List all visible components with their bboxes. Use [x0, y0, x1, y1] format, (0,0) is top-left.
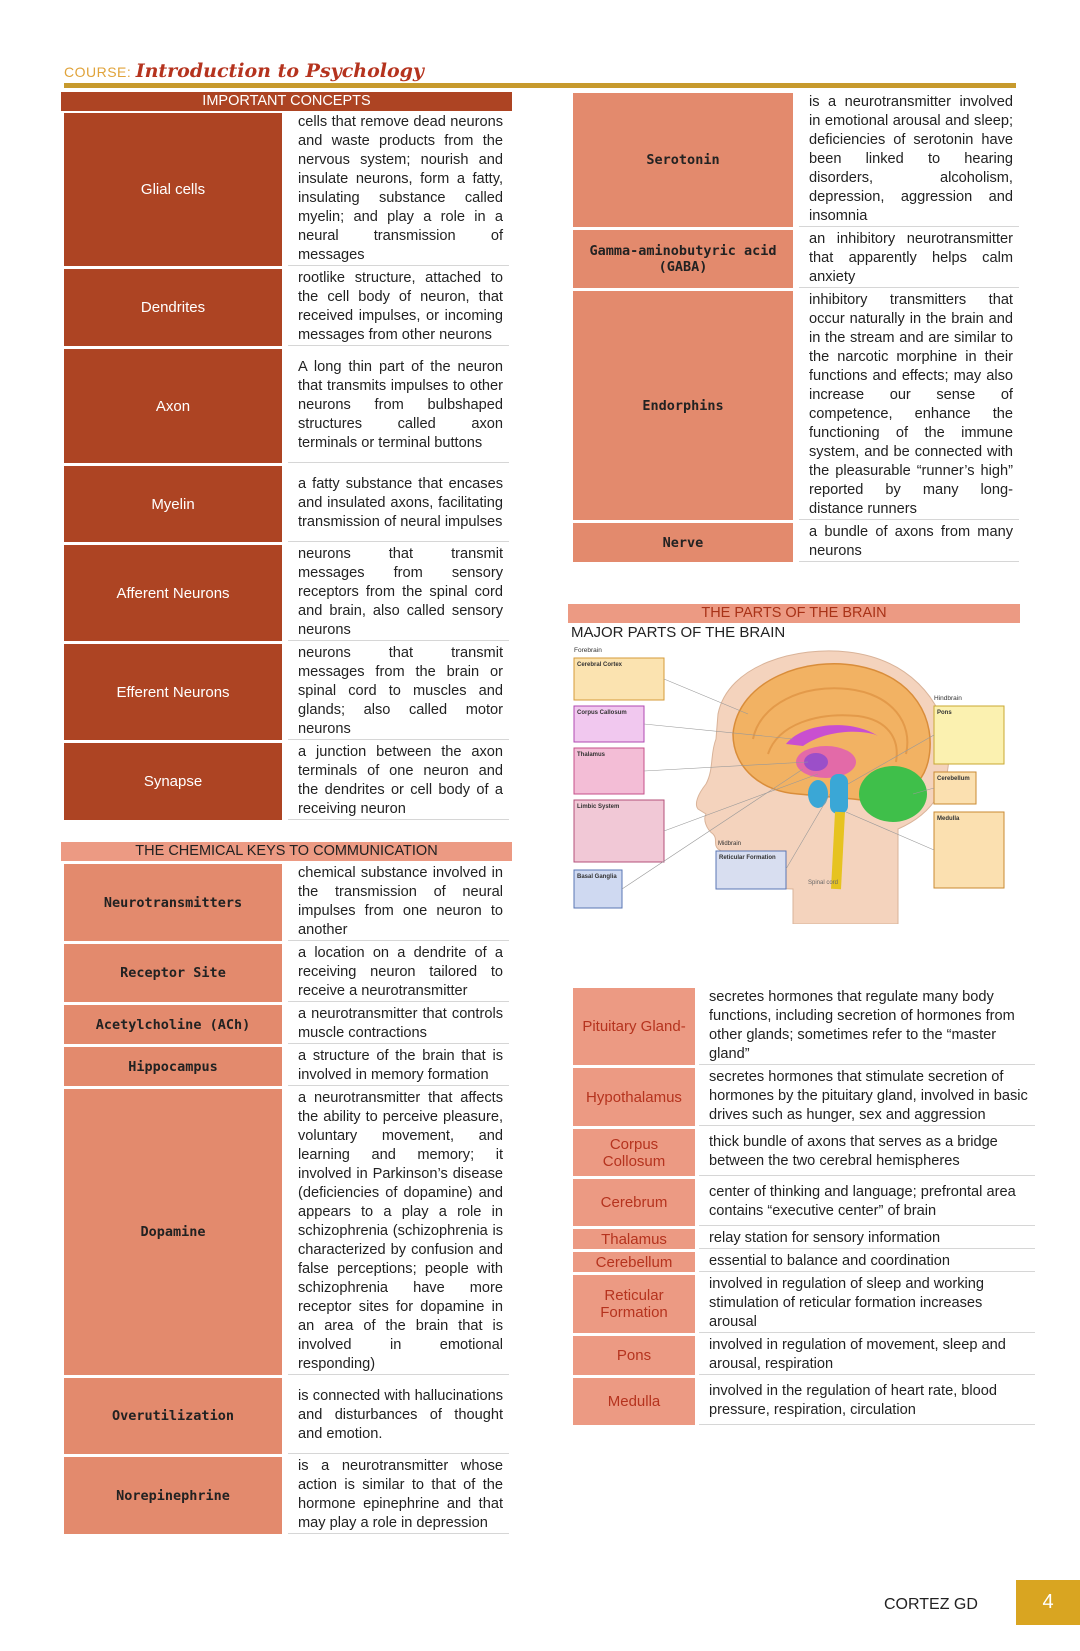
table-row [573, 93, 1019, 227]
table-row [573, 1336, 1035, 1375]
medulla-label: Medulla [937, 816, 960, 822]
table-row [64, 545, 509, 641]
definition-cell: is a neurotransmitter involved in emotional arousal and sleep; deficiencies of serotonin have been linked to hearing disorders, alcoholism, depression, aggression and insomnia [799, 93, 1019, 227]
term-cell: Dopamine [64, 1089, 282, 1375]
table-row [64, 113, 509, 266]
definition-cell: a neurotransmitter that affects the ability to perceive pleasure, voluntary movement, and learning and memory; it involved in Parkinson’s disease (deficiencies of dopamine) and appears to a play a role in schizophrenia (schizophrenia is characterized by confusion and false perceptions; people with schizophrenia have more receptor sites for dopamine in an area of the brain that is involved in emotional responding) [288, 1089, 509, 1375]
term-cell: Corpus Collosum [573, 1129, 695, 1176]
cerebellum-label: Cerebellum [937, 776, 970, 782]
table-row [64, 1457, 509, 1534]
definition-cell: neurons that transmit messages from the brain or spinal cord to muscles and glands; also called motor neurons [288, 644, 509, 740]
important-concepts-title: IMPORTANT CONCEPTS [61, 92, 512, 111]
table-row [64, 1089, 509, 1375]
important-concepts-table [64, 110, 509, 823]
chemical-keys-table [64, 861, 509, 1537]
table-row [64, 466, 509, 542]
term-cell: Endorphins [573, 291, 793, 520]
table-row [64, 1005, 509, 1044]
cerebral-cortex-label: Cerebral Cortex [577, 662, 623, 668]
term-cell: Efferent Neurons [64, 644, 282, 740]
term-cell: Glial cells [64, 113, 282, 266]
brain-subtitle: MAJOR PARTS OF THE BRAIN [571, 624, 786, 641]
header-rule [64, 83, 1016, 88]
term-cell: Myelin [64, 466, 282, 542]
definition-cell: cells that remove dead neurons and waste products from the nervous system; nourish and insulate neurons, form a fatty, insulating substance called myelin; and play a role in a neural transmission of messages [288, 113, 509, 266]
definition-cell: is a neurotransmitter whose action is similar to that of the hormone epinephrine and that may play a role in depression [288, 1457, 509, 1534]
definition-cell: center of thinking and language; prefrontal area contains “executive center” of brain [699, 1179, 1035, 1226]
thalamus-label: Thalamus [577, 752, 606, 758]
chemical-keys-title: THE CHEMICAL KEYS TO COMMUNICATION [61, 842, 512, 861]
term-cell: Neurotransmitters [64, 864, 282, 941]
term-cell: Serotonin [573, 93, 793, 227]
definition-cell: neurons that transmit messages from sensory receptors from the spinal cord and brain, also called sensory neurons [288, 545, 509, 641]
definition-cell: involved in regulation of sleep and working stimulation of reticular formation increases arousal [699, 1275, 1035, 1333]
brain-parts-table [573, 985, 1035, 1428]
course-prefix: COURSE: [64, 64, 132, 80]
table-row [573, 1252, 1035, 1272]
term-cell: Overutilization [64, 1378, 282, 1454]
definition-cell: is connected with hallucinations and disturbances of thought and emotion. [288, 1378, 509, 1454]
table-row [573, 1068, 1035, 1126]
forebrain-label: Forebrain [574, 647, 602, 654]
term-cell: Pituitary Gland- [573, 988, 695, 1065]
definition-cell: a fatty substance that encases and insulated axons, facilitating transmission of neural impulses [288, 466, 509, 542]
definition-cell: A long thin part of the neuron that transmits impulses to other neurons from bulbshaped structures called axon terminals or terminal buttons [288, 349, 509, 463]
pons-label: Pons [937, 710, 952, 716]
term-cell: Receptor Site [64, 944, 282, 1002]
midbrain-label: Midbrain [718, 841, 742, 847]
table-row [64, 743, 509, 820]
definition-cell: secretes hormones that stimulate secretion of hormones by the pituitary gland, involved in basic drives such as hunger, sex and aggression [699, 1068, 1035, 1126]
limbic-system-label: Limbic System [577, 804, 620, 810]
term-cell: Synapse [64, 743, 282, 820]
term-cell: Cerebellum [573, 1252, 695, 1272]
course-title: Introduction to Psychology [135, 60, 424, 82]
term-cell: Thalamus [573, 1229, 695, 1249]
definition-cell: thick bundle of axons that serves as a bridge between the two cerebral hemispheres [699, 1129, 1035, 1176]
definition-cell: a structure of the brain that is involved in memory formation [288, 1047, 509, 1086]
table-row [64, 944, 509, 1002]
table-row [573, 1129, 1035, 1176]
spinal-cord-label: Spinal cord [808, 880, 839, 886]
term-cell: Axon [64, 349, 282, 463]
definition-cell: inhibitory transmitters that occur naturally in the brain and in the stream and are similar to the narcotic morphine in their functions and effects; may also increase our sense of competence, enhance the functioning of the immune system, and be connected with the pleasurable “runner’s high” reported by many long-distance runners [799, 291, 1019, 520]
definition-cell: a bundle of axons from many neurons [799, 523, 1019, 562]
term-cell: Nerve [573, 523, 793, 562]
term-cell: Acetylcholine (ACh) [64, 1005, 282, 1044]
table-row [573, 1378, 1035, 1425]
term-cell: Cerebrum [573, 1179, 695, 1226]
definition-cell: essential to balance and coordination [699, 1252, 1035, 1272]
table-row [64, 349, 509, 463]
table-row [573, 1179, 1035, 1226]
term-cell: Reticular Formation [573, 1275, 695, 1333]
table-row [573, 988, 1035, 1065]
table-row [64, 644, 509, 740]
term-cell: Pons [573, 1336, 695, 1375]
definition-cell: involved in regulation of movement, sleep and arousal, respiration [699, 1336, 1035, 1375]
term-cell: Hippocampus [64, 1047, 282, 1086]
hindbrain-label: Hindbrain [934, 695, 962, 702]
definition-cell: a neurotransmitter that controls muscle contractions [288, 1005, 509, 1044]
table-row [64, 864, 509, 941]
table-row [573, 291, 1019, 520]
reticular-formation-label: Reticular Formation [719, 855, 776, 861]
chemical-keys-continued-table [573, 90, 1019, 565]
table-row [64, 269, 509, 346]
term-cell: Norepinephrine [64, 1457, 282, 1534]
definition-cell: an inhibitory neurotransmitter that apparently helps calm anxiety [799, 230, 1019, 288]
table-row [573, 1229, 1035, 1249]
footer-author: CORTEZ GD [884, 1596, 978, 1613]
medulla-box [934, 812, 1004, 888]
basal-ganglia-label: Basal Ganglia [577, 874, 617, 880]
definition-cell: chemical substance involved in the transmission of neural impulses from one neuron to another [288, 864, 509, 941]
definition-cell: involved in the regulation of heart rate, blood pressure, respiration, circulation [699, 1378, 1035, 1425]
corpus-callosum-label: Corpus Callosum [577, 710, 627, 716]
definition-cell: a location on a dendrite of a receiving neuron tailored to receive a neurotransmitter [288, 944, 509, 1002]
term-cell: Hypothalamus [573, 1068, 695, 1126]
table-row [64, 1378, 509, 1454]
definition-cell: a junction between the axon terminals of one neuron and the dendrites or cell body of a receiving neuron [288, 743, 509, 820]
term-cell: Gamma-aminobutyric acid (GABA) [573, 230, 793, 288]
table-row [573, 523, 1019, 562]
term-cell: Medulla [573, 1378, 695, 1425]
term-cell: Dendrites [64, 269, 282, 346]
table-row [64, 1047, 509, 1086]
page-number: 4 [1016, 1580, 1080, 1625]
table-row [573, 1275, 1035, 1333]
table-row [573, 230, 1019, 288]
definition-cell: rootlike structure, attached to the cell body of neuron, that received impulses, or incoming messages from other neurons [288, 269, 509, 346]
brain-illustration [568, 644, 1020, 924]
brain-section-title: THE PARTS OF THE BRAIN [568, 604, 1020, 623]
course-header [64, 60, 424, 82]
definition-cell: relay station for sensory information [699, 1229, 1035, 1249]
definition-cell: secretes hormones that regulate many body functions, including secretion of hormones from other glands; sometimes refer to the “master gland” [699, 988, 1035, 1065]
term-cell: Afferent Neurons [64, 545, 282, 641]
